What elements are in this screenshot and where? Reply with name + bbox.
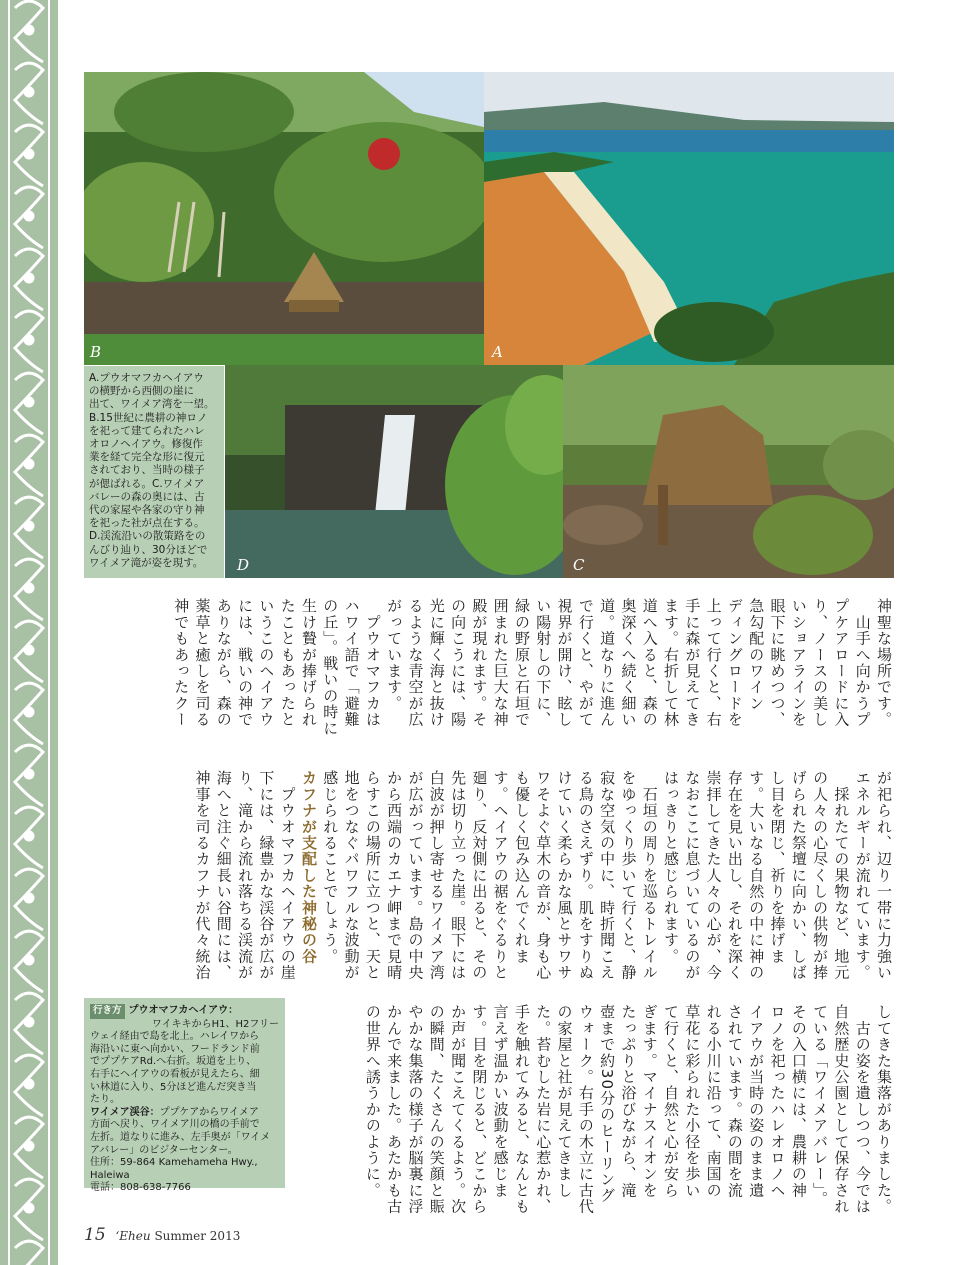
body-line: 神でもあったクー: [172, 598, 191, 728]
border-dot: [25, 1080, 33, 1088]
border-dot: [25, 894, 33, 902]
magazine-issue: Summer 2013: [154, 1229, 241, 1243]
body-line: 急勾配のワイン: [747, 598, 766, 712]
access-place1-title: プウオマフカヘイアウ：: [128, 1005, 239, 1016]
body-line: がっています。: [385, 598, 404, 712]
body-line: れる小川に沿って、南国の: [704, 1004, 723, 1199]
body-line: ます。右折して林: [662, 598, 681, 728]
body-line: の丘」。戦いの時に: [321, 598, 340, 737]
body-line: で行くと、やがて: [576, 598, 595, 728]
body-line: はっきりと感じられます。: [662, 770, 681, 965]
border-dot: [25, 1018, 33, 1026]
body-line: してきた集落がありました。: [875, 1004, 893, 1215]
body-line: 生け贄が捧げられ: [299, 598, 318, 728]
body-line: 言えず温かい波動を感じま: [491, 1004, 510, 1199]
caption-line: されており、当時の様子: [89, 464, 205, 477]
body-line: には、戦いの神で: [236, 598, 255, 728]
body-line: り、滝から流れ落ちる渓流が: [236, 770, 255, 981]
border-dot: [25, 522, 33, 530]
access-line: 右手にヘイアウの看板が見えたら、細: [90, 1068, 260, 1080]
body-line: 神聖な場所です。: [875, 598, 893, 728]
caption-line: 業を経て完全な形に復元: [89, 451, 205, 464]
photo-b-heiau-ruins: [84, 72, 484, 365]
border-dot: [25, 584, 33, 592]
border-dot: [25, 398, 33, 406]
body-line: 緑の野原と石垣で: [512, 598, 531, 728]
body-line: た。苔むした岩に心惹かれ、: [534, 1004, 553, 1215]
body-line: 手を触れてみると、なんとも: [512, 1004, 531, 1215]
body-line: り、ノースの美し: [811, 598, 830, 728]
body-line: ウォーク。右手の木立に古代: [576, 1004, 595, 1215]
border-dot: [25, 26, 33, 34]
body-line: て行くと、自然と心が安ら: [662, 1004, 681, 1199]
caption-line: A.プウオマフカヘイアウ: [89, 372, 204, 384]
body-line: 殿が現れます。そ: [470, 598, 489, 728]
body-line: げられた祭壇に向かい、しば: [789, 770, 808, 981]
caption-line: バレーの森の奥には、古: [89, 490, 205, 503]
border-dot: [25, 646, 33, 654]
access-line: 方面へ戻り、ワイメア川の橋の手前で: [90, 1119, 260, 1131]
section-heading: カフナが支配した神秘の谷: [299, 770, 318, 965]
body-line: 感じられることでしょう。: [321, 770, 340, 965]
border-dot: [25, 770, 33, 778]
body-line: 廻り、反対側に出ると、その: [470, 770, 489, 981]
photo-d-waimea-falls: [225, 365, 563, 578]
body-line: されています。森の間を流: [725, 1004, 744, 1199]
caption-line: を祀った社が点在する。: [89, 517, 205, 530]
body-text-upper: [80, 598, 894, 783]
body-line: 囲まれた巨大な神: [491, 598, 510, 728]
body-line: 自然歴史公園として保存され: [832, 1004, 851, 1215]
border-dot: [25, 88, 33, 96]
body-line: なおここに息づいているのが: [683, 770, 702, 981]
body-line: から西端のカエナ岬まで見晴: [385, 770, 404, 981]
access-line: 左折。道なりに進み、左手奥が「ワイメ: [90, 1131, 271, 1143]
body-line: 奥深くへ続く細い: [619, 598, 638, 728]
body-line: 手に森が見えてき: [683, 598, 702, 728]
body-line: 草花に彩られた小径を歩い: [683, 1004, 702, 1199]
body-line: 視界が開け、眩し: [555, 598, 574, 728]
body-line: か声が聞こえてくるよう。次: [449, 1004, 468, 1215]
body-line: す。目を閉じると、どこから: [470, 1004, 489, 1215]
body-line: 下には、緑豊かな渓谷が広が: [257, 770, 276, 981]
body-line: いうこのヘイアウ: [257, 598, 276, 728]
body-line: 寂な空気の中に、時折聞こえ: [598, 770, 617, 981]
border-dot: [25, 1142, 33, 1150]
photo-a-waimea-bay: [484, 72, 894, 365]
photo-caption: [84, 366, 224, 578]
body-line: らすこの場所に立つと、天と: [363, 770, 382, 981]
body-line: プケアロードに入: [832, 598, 851, 728]
body-line: 存在を見い出し、それを深く: [725, 770, 744, 981]
body-line: ロノを祀ったハレオロノヘ: [768, 1004, 787, 1199]
border-dot: [25, 832, 33, 840]
body-line: る鳥のさえずり。肌をすりぬ: [576, 770, 595, 981]
body-line: 地をつなぐパワフルな波動が: [342, 770, 361, 981]
access-address: 住所：59-864 Kamehameha Hwy., Haleiwa: [90, 1157, 258, 1181]
body-line: ハワイ語で「避難: [342, 598, 361, 728]
caption-line: D.渓流沿いの散策路をの: [89, 530, 206, 543]
body-line: かんで来ました。あたかも古: [385, 1004, 404, 1215]
body-line: 白波が押し寄せるワイメア湾: [427, 770, 446, 981]
body-line: けていく柔らかな風とサワサ: [555, 770, 574, 981]
access-line: ププケアからワイメア: [159, 1106, 259, 1118]
access-badge: 行き方: [90, 1004, 125, 1019]
caption-line: の横野から西側の崖に: [89, 385, 194, 398]
border-dot: [25, 708, 33, 716]
body-line: るような青空が広: [406, 598, 425, 728]
body-line: 壺まで約30分のヒーリング: [598, 1004, 617, 1204]
body-line: が祀られ、辺り一帯に力強い: [875, 770, 893, 981]
body-line: が広がっています。島の中央: [406, 770, 425, 981]
page-number: 15: [84, 1225, 106, 1245]
magazine-name: ‘Eheu: [115, 1229, 151, 1243]
body-line: 古の姿を遺しつつ、今では: [853, 1004, 872, 1215]
decorative-border: [0, 0, 58, 1265]
access-line: でププケアRd.へ右折。坂道を上り、: [90, 1056, 257, 1068]
access-place2-title: ワイメア渓谷：: [90, 1106, 160, 1118]
border-dot: [25, 212, 33, 220]
body-line: の人々の心尽くしの供物が捧: [811, 770, 830, 981]
body-line: ありながら、森の: [214, 598, 233, 728]
caption-line: オロノヘイアウ。修復作: [89, 438, 203, 451]
body-text-lower: [296, 1004, 894, 1215]
body-line: の家屋と社が見えてきまし: [555, 1004, 574, 1199]
access-place1-text: [90, 1019, 279, 1107]
border-dot: [25, 1204, 33, 1212]
photo-label-a: A: [492, 343, 503, 361]
body-line: ぎます。マイナスイオンを: [640, 1004, 659, 1199]
body-line: やかな集落の様子が脳裏に浮: [406, 1004, 425, 1215]
body-line: 海へと注ぐ細長い谷間には、: [214, 770, 233, 981]
body-line: ている「ワイメアバレー」。: [811, 1004, 830, 1208]
photo-c-ancient-hut: [563, 365, 894, 578]
border-dot: [25, 150, 33, 158]
body-line: 神事を司るカフナが代々統治: [193, 770, 212, 981]
photo-label-c: C: [573, 556, 585, 574]
body-line: 眼下に眺めつつ、: [768, 598, 787, 728]
body-line: イアウが当時の姿のまま遺: [747, 1004, 766, 1199]
caption-line: B.15世紀に農耕の神ロノ: [89, 411, 208, 424]
access-info-box: [84, 998, 285, 1194]
border-dot: [25, 336, 33, 344]
body-line: す。ヘイアウの裾をぐるりと: [491, 770, 510, 981]
access-line: ウェイ経由で島を北上。ハレイワから: [90, 1031, 260, 1043]
body-line: も優しく包み込んでくれま: [512, 770, 531, 965]
body-line: し目を閉じ、祈りを捧げま: [768, 770, 787, 965]
access-line: アバレー」のビジターセンター。: [90, 1144, 238, 1156]
body-line: その入口横には、農耕の神: [789, 1004, 808, 1199]
access-line: ワイキキからH1、H2フリー: [151, 1018, 279, 1030]
body-line: 薬草と癒しを司る: [193, 598, 212, 728]
body-line: たこともあったと: [278, 598, 297, 728]
body-line: 光に輝く海と抜け: [427, 598, 446, 728]
caption-line: を祀って建てられたハレ: [89, 424, 205, 437]
access-line: たり。: [90, 1094, 120, 1106]
body-line: プウオマフカヘイアウの崖: [278, 770, 297, 981]
body-line: エネルギーが流れています。: [853, 770, 872, 981]
body-line: プウオマフカは: [363, 598, 382, 728]
access-phone: 電話：808-638-7766: [90, 1182, 191, 1194]
border-pattern: [0, 0, 58, 1265]
body-line: の世界へ誘うかのように。: [363, 1004, 382, 1199]
body-line: い陽射しの下に、: [534, 598, 553, 728]
page-footer: [84, 1225, 240, 1245]
body-text-middle: [80, 770, 894, 995]
body-line: ワそよぐ草木の音が、身も心: [534, 770, 553, 981]
access-line: 海沿いに東へ向かい、フードランド前: [90, 1043, 260, 1055]
body-line: の向こうには、陽: [449, 598, 468, 728]
photo-label-d: D: [237, 556, 250, 574]
body-line: をゆっくり歩いて行くと、静: [619, 770, 638, 981]
body-line: 道へ入ると、森の: [640, 598, 659, 728]
body-line: 道。道なりに進ん: [598, 598, 617, 728]
body-line: ディングロードを: [725, 598, 744, 728]
body-line: 採れたての果物など、地元: [832, 770, 851, 981]
caption-line: 代の家屋や各家の守り神: [89, 504, 205, 517]
body-line: いショアラインを: [789, 598, 808, 728]
body-line: 先は切り立った崖。眼下には: [449, 770, 468, 981]
body-line: たっぷりと浴びながら、滝: [619, 1004, 638, 1199]
photo-label-b: B: [90, 343, 102, 361]
caption-line: ワイメア滝が姿を現す。: [89, 556, 204, 569]
border-dot: [25, 460, 33, 468]
border-dot: [25, 956, 33, 964]
body-line: 石垣の周りを巡るトレイル: [640, 770, 659, 981]
body-line: す。大いなる自然の中に神の: [747, 770, 766, 981]
caption-line: が偲ばれる。C.ワイメア: [89, 477, 205, 490]
access-line: い林道に入り、5分ほど進んだ突き当: [90, 1081, 257, 1093]
body-line: の瞬間、たくさんの笑顔と賑: [427, 1004, 446, 1215]
body-line: 崇拝してきた人々の心が、今: [704, 770, 723, 981]
border-dot: [25, 274, 33, 282]
body-line: 上って行くと、右: [704, 598, 723, 728]
caption-line: んびり辿り、30分ほどで: [89, 543, 208, 556]
body-line: 山手へ向かうプ: [853, 598, 872, 728]
caption-line: 出て、ワイメア湾を一望。: [89, 398, 215, 411]
